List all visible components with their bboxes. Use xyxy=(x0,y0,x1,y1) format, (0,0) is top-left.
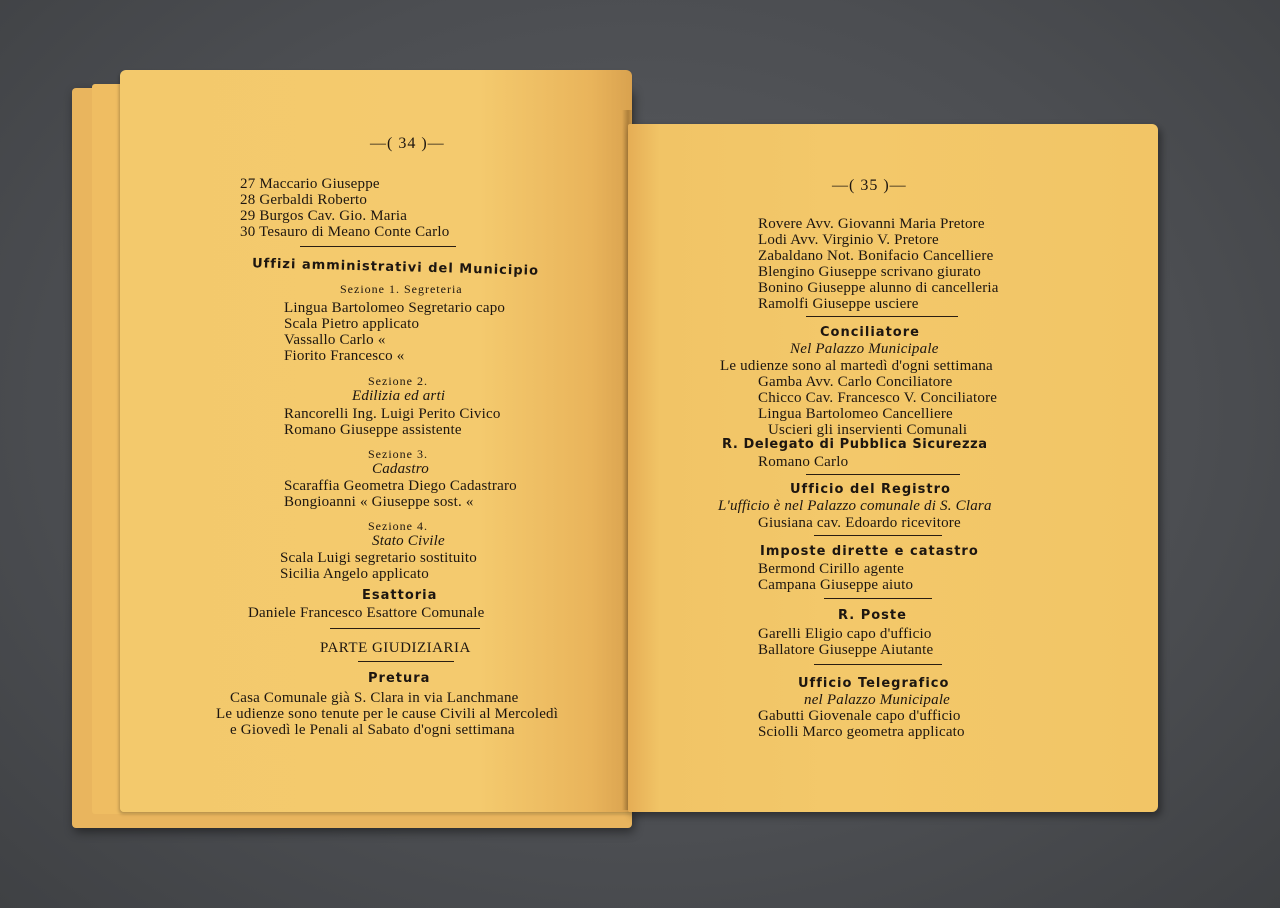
section-heading: Sezione 1. Segreteria xyxy=(340,282,463,296)
section-heading: Sezione 4. xyxy=(368,519,428,533)
registro-sub: L'ufficio è nel Palazzo comunale di S. Clara xyxy=(718,498,992,514)
person-line: Bonino Giuseppe alunno di cancelleria xyxy=(758,280,999,296)
member-line: 27 Maccario Giuseppe xyxy=(240,176,380,192)
divider xyxy=(824,598,932,599)
person-line: Gamba Avv. Carlo Conciliatore xyxy=(758,374,953,390)
telegrafico-heading: Ufficio Telegrafico xyxy=(798,676,950,691)
pretura-text: Le udienze sono tenute per le cause Civili al Mercoledì xyxy=(216,706,559,722)
person-line: Bongioanni « Giuseppe sost. « xyxy=(284,494,474,510)
divider xyxy=(300,246,456,247)
divider xyxy=(330,628,480,629)
section-subheading: Stato Civile xyxy=(372,533,445,549)
esattoria-heading: Esattoria xyxy=(362,588,438,603)
person-line: Gabutti Giovenale capo d'ufficio xyxy=(758,708,961,724)
person-line: Romano Giuseppe assistente xyxy=(284,422,462,438)
member-line: 29 Burgos Cav. Gio. Maria xyxy=(240,208,408,224)
person-line: Lodi Avv. Virginio V. Pretore xyxy=(758,232,939,248)
member-line: 30 Tesauro di Meano Conte Carlo xyxy=(240,224,450,240)
person-line: Garelli Eligio capo d'ufficio xyxy=(758,626,932,642)
left-page xyxy=(120,70,632,812)
section-subheading: Edilizia ed arti xyxy=(352,388,446,404)
divider xyxy=(814,535,942,536)
section-subheading: Cadastro xyxy=(372,461,429,477)
person-line: Bermond Cirillo agente xyxy=(758,561,905,577)
person-line: Fiorito Francesco « xyxy=(284,348,405,364)
divider xyxy=(358,661,454,662)
person-line: Ballatore Giuseppe Aiutante xyxy=(758,642,934,658)
left-page-number: —( 34 )— xyxy=(370,135,445,152)
person-line: Lingua Bartolomeo Cancelliere xyxy=(758,406,953,422)
section-heading: Sezione 3. xyxy=(368,447,428,461)
person-line: Scala Luigi segretario sostituito xyxy=(280,550,477,566)
person-line: Giusiana cav. Edoardo ricevitore xyxy=(758,515,961,531)
conciliatore-sub: Nel Palazzo Municipale xyxy=(790,341,939,357)
person-line: Scala Pietro applicato xyxy=(284,316,420,332)
person-line: Daniele Francesco Esattore Comunale xyxy=(248,605,485,621)
member-line: 28 Gerbaldi Roberto xyxy=(240,192,368,208)
person-line: Rovere Avv. Giovanni Maria Pretore xyxy=(758,216,985,232)
person-line: Scaraffia Geometra Diego Cadastraro xyxy=(284,478,517,494)
divider xyxy=(806,316,958,317)
person-line: Campana Giuseppe aiuto xyxy=(758,577,914,593)
telegrafico-sub: nel Palazzo Municipale xyxy=(804,692,951,708)
pretura-heading: Pretura xyxy=(368,671,431,686)
registro-heading: Ufficio del Registro xyxy=(790,482,951,497)
pretura-text: Casa Comunale già S. Clara in via Lanchmane xyxy=(230,690,519,706)
person-line: Romano Carlo xyxy=(758,454,849,470)
person-line: Sicilia Angelo applicato xyxy=(280,566,429,582)
divider xyxy=(814,664,942,665)
conciliatore-heading: Conciliatore xyxy=(820,325,920,340)
person-line: Vassallo Carlo « xyxy=(284,332,386,348)
right-page-number: —( 35 )— xyxy=(832,177,907,194)
section-heading: Sezione 2. xyxy=(368,374,428,388)
person-line: Ramolfi Giuseppe usciere xyxy=(758,296,919,312)
divider xyxy=(806,474,960,475)
imposte-heading: Imposte dirette e catastro xyxy=(760,544,979,559)
poste-heading: R. Poste xyxy=(838,608,907,623)
person-line: Lingua Bartolomeo Segretario capo xyxy=(284,300,506,316)
person-line: Uscieri gli inservienti Comunali xyxy=(768,422,968,438)
parte-giudiziaria-heading: PARTE GIUDIZIARIA xyxy=(320,640,471,656)
pretura-text: e Giovedì le Penali al Sabato d'ogni settimana xyxy=(230,722,515,738)
person-line: Blengino Giuseppe scrivano giurato xyxy=(758,264,982,280)
person-line: Sciolli Marco geometra applicato xyxy=(758,724,965,740)
person-line: Rancorelli Ing. Luigi Perito Civico xyxy=(284,406,501,422)
delegato-heading: R. Delegato di Pubblica Sicurezza xyxy=(722,437,988,452)
right-page xyxy=(628,124,1158,812)
offices-heading: Uffizi amministrativi del Municipio xyxy=(251,256,540,279)
person-line: Chicco Cav. Francesco V. Conciliatore xyxy=(758,390,998,406)
person-line: Zabaldano Not. Bonifacio Cancelliere xyxy=(758,248,994,264)
conciliatore-text: Le udienze sono al martedì d'ogni settimana xyxy=(720,358,993,374)
